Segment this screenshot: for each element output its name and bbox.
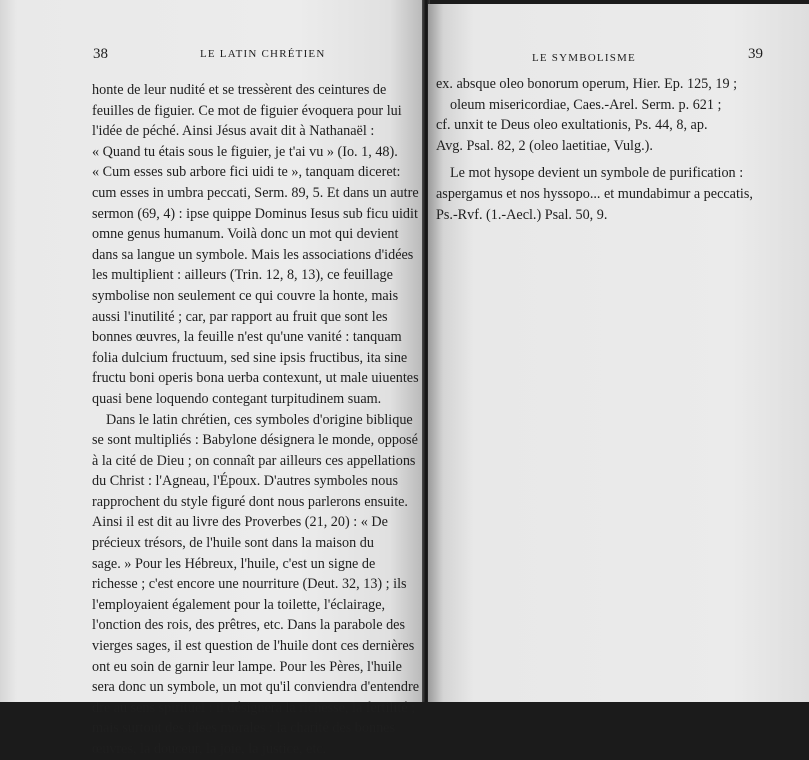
text-line: se sont multipliés : Babylone désignera le monde, opposé <box>92 432 418 449</box>
left-page-body <box>92 80 442 760</box>
text-line: Dans le latin chrétien, ces symboles d'origine biblique <box>106 411 413 428</box>
text-line: « Quand tu étais sous le figuier, je t'ai vu » (Io. 1, 48). <box>92 143 398 160</box>
text-line: Le mot hysope devient un symbole de purification : <box>450 165 744 182</box>
text-line: sera donc un symbole, un mot qu'il conviendra d'entendre <box>92 679 420 696</box>
left-page-number: 38 <box>93 46 108 62</box>
right-page-body <box>436 74 796 225</box>
text-line: cf. unxit te Deus oleo exultationis, Ps. 44, 8, ap. <box>436 117 708 134</box>
text-line: symbolise non seulement ce qui couvre la honte, mais <box>92 287 399 304</box>
text-line: œuvres, la douceur, la joie, la justice, etc. <box>92 741 327 757</box>
left-running-head: LE LATIN CHRÉTIEN <box>200 48 326 60</box>
text-line: aspergamus et nos hyssopo... et mundabimur a peccatis, <box>436 185 753 202</box>
text-line: feuilles de figuier. Ce mot de figuier évoquera pour lui <box>92 102 402 119</box>
text-line: Avg. Psal. 82, 2 (oleo laetitiae, Vulg.). <box>436 137 653 154</box>
text-line: aussi l'inutilité ; car, par rapport au fruit que sont les <box>92 308 388 325</box>
text-line: rapprochent du style figuré dont nous parlerons ensuite. <box>92 493 408 510</box>
text-line: ont eu soin de garnir leur lampe. Pour les Pères, l'huile <box>92 658 402 675</box>
text-line: « Cum esses sub arbore fici uidi te », tanquam diceret: <box>92 164 401 181</box>
text-line: bonnes œuvres, la feuille n'est qu'une vanité : tanquam <box>92 329 402 346</box>
text-line: cum esses in umbra peccati, Serm. 89, 5. Et dans un autre <box>92 184 419 201</box>
text-line: sermon (69, 4) : ipse quippe Dominus Iesus sub ficu uidit <box>92 205 418 222</box>
text-line: précieux trésors, de l'huile sont dans la maison du <box>92 535 374 552</box>
right-page-number: 39 <box>748 46 763 62</box>
text-line: vierges sages, il est question de l'huile dont ces dernières <box>92 638 415 655</box>
text-line: Ainsi il est dit au livre des Proverbes (21, 20) : « De <box>92 514 388 531</box>
text-line: folia dulcium fructuum, sed sine ipsis fructibus, ita sine <box>92 349 408 366</box>
text-line: fructu boni operis bona uerba contexunt, ut male uiuentes <box>92 370 419 387</box>
text-line: dans sa langue un symbole. Mais les associations d'idées <box>92 246 414 263</box>
text-line: les multiplient : ailleurs (Trin. 12, 8, 13), ce feuillage <box>92 267 393 284</box>
text-line: Ps.-Rvf. (1.-Aecl.) Psal. 50, 9. <box>436 206 608 223</box>
text-line: l'onction des rois, des prêtres, etc. Dans la parabole des <box>92 617 406 634</box>
right-running-head: LE SYMBOLISME <box>532 52 636 64</box>
text-line: honte de leur nudité et se tressèrent des ceintures de <box>92 82 387 98</box>
text-line: du Christ : l'Agneau, l'Époux. D'autres symboles nous <box>92 473 398 490</box>
right-page <box>428 4 809 702</box>
text-line: à la cité de Dieu ; on connaît par ailleurs ces appellations <box>92 452 416 469</box>
text-line: mais surtout des idées morales : la charité des bonnes <box>92 720 395 737</box>
text-line: richesse ; c'est encore une nourriture (Deut. 32, 13) ; ils <box>92 576 407 593</box>
text-line: omne genus humanum. Voilà donc un mot qui devient <box>92 226 399 243</box>
text-line: ex. absque oleo bonorum operum, Hier. Ep. 125, 19 ; <box>436 76 738 92</box>
text-line: dre au sens spirituel : il désignera la richesse, la fertilité ; <box>92 699 416 716</box>
text-line: l'employaient également pour la toilette, l'éclairage, <box>92 596 386 613</box>
text-line: l'idée de péché. Ainsi Jésus avait dit à Nathanaël : <box>92 123 375 140</box>
text-line: sage. » Pour les Hébreux, l'huile, c'est un signe de <box>92 555 376 572</box>
text-line: oleum misericordiae, Caes.-Arel. Serm. p. 621 ; <box>450 96 722 113</box>
text-line: quasi bene loquendo contegant turpitudinem suam. <box>92 390 382 407</box>
